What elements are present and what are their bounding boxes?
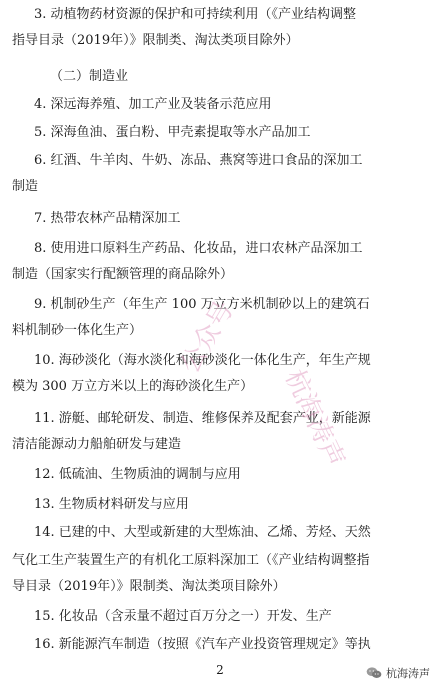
stamp-right-text: 杭海涛声 [278,365,350,473]
list-item: 5. 深海鱼油、蛋白粉、甲壳素提取等水产品加工 [34,125,311,140]
list-item-continuation: 导目录（2019年）》限制类、淘汰类项目除外） [12,579,286,594]
list-item: 7. 热带农林产品精深加工 [34,211,181,226]
wechat-watermark [362,664,434,682]
list-item: 11. 游艇、邮轮研发、制造、维修保养及配套产业，新能源 [34,411,371,426]
list-item-continuation: 气化工生产装置生产的有机化工原料深加工（《产业结构调整指 [12,553,370,568]
wechat-icon [366,666,382,680]
list-item: 12. 低硫油、生物质油的调制与应用 [34,467,241,482]
list-item: 8. 使用进口原料生产药品、化妆品，进口农林产品深加工 [34,241,363,256]
section-heading: （二）制造业 [50,69,129,84]
list-item: 6. 红酒、牛羊肉、牛奶、冻品、燕窝等进口食品的深加工 [34,153,363,168]
list-item-continuation: 制造 [12,179,39,194]
list-item: 15. 化妆品（含汞量不超过百万分之一）开发、生产 [34,609,332,624]
list-item: 9. 机制砂生产（年生产 100 万立方米机制砂以上的建筑石 [34,297,370,312]
page-number: 2 [216,663,224,677]
stamp-left-text: 公众号 [175,295,241,379]
list-item: 10. 海砂淡化（海水淡化和海砂淡化一体化生产，年生产规 [34,353,371,368]
list-item-continuation: 指导目录（2019年）》限制类、淘汰类项目除外） [12,33,299,48]
list-item: 4. 深远海养殖、加工产业及装备示范应用 [34,97,272,112]
list-item: 16. 新能源汽车制造（按照《汽车产业投资管理规定》等执 [34,637,371,652]
list-item-continuation: 模为 300 万立方米以上的海砂淡化生产） [12,379,254,394]
list-item-continuation: 料机制砂一体化生产） [12,323,143,338]
watermark-label: 杭海涛声 [386,667,430,680]
list-item-continuation: 清洁能源动力船舶研发与建造 [12,437,182,452]
list-item: 14. 已建的中、大型或新建的大型炼油、乙烯、芳烃、天然 [34,525,371,540]
list-item: 13. 生物质材料研发与应用 [34,497,189,512]
list-item-continuation: 制造（国家实行配额管理的商品除外） [12,267,234,282]
list-item: 3. 动植物药材资源的保护和可持续利用（《产业结构调整 [34,7,357,22]
